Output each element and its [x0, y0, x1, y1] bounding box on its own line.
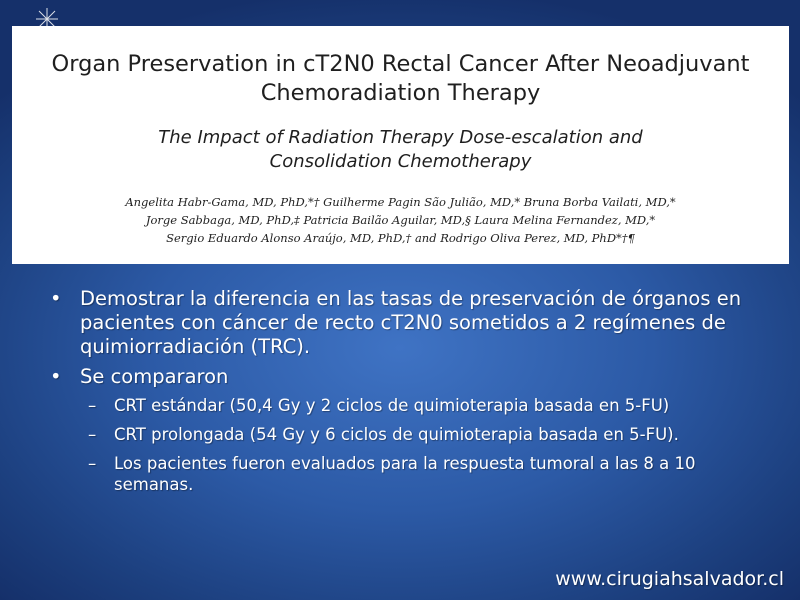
paper-title-line: Organ Preservation in cT2N0 Rectal Cancer After Neoadjuvant: [51, 51, 750, 77]
bullet-list: [48, 287, 758, 503]
bullet-text: Demostrar la diferencia en las tasas de preservación de órganos en pacientes con cáncer de recto cT2N0 sometidos a 2 regímenes de quimiorradiación (TRC).: [80, 287, 742, 358]
paper-subtitle-line: The Impact of Radiation Therapy Dose-escalation and: [158, 127, 643, 148]
sub-bullet-dash: –: [88, 425, 97, 444]
sub-bullet-text: CRT estándar (50,4 Gy y 2 ciclos de quimioterapia basada en 5-FU): [114, 396, 670, 415]
bullet-dot: •: [50, 287, 62, 310]
paper-title: [12, 50, 789, 108]
sub-bullet-item: [48, 424, 758, 445]
sub-bullet-item: [48, 395, 758, 416]
footer-website-url: www.cirugiahsalvador.cl: [555, 568, 784, 590]
paper-subtitle-line: Consolidation Chemotherapy: [269, 151, 532, 172]
paper-header-image: [12, 26, 789, 264]
authors-line: Angelita Habr-Gama, MD, PhD,*† Guilherme Pagin São Julião, MD,* Bruna Borba Vailati, MD,*: [125, 195, 676, 209]
paper-subtitle: [12, 126, 789, 174]
bullet-dot: •: [50, 365, 62, 388]
bullet-item: [48, 287, 758, 359]
sub-bullet-dash: –: [88, 396, 97, 415]
bullet-text: Se compararon: [80, 365, 229, 388]
authors-line: Sergio Eduardo Alonso Araújo, MD, PhD,† and Rodrigo Oliva Perez, MD, PhD*†¶: [166, 231, 635, 245]
bullet-item: [48, 365, 758, 389]
sub-bullet-dash: –: [88, 454, 97, 473]
paper-authors: [12, 193, 789, 247]
sub-bullet-text: Los pacientes fueron evaluados para la respuesta tumoral a las 8 a 10 semanas.: [114, 454, 696, 494]
authors-line: Jorge Sabbaga, MD, PhD,‡ Patricia Bailão Aguilar, MD,§ Laura Melina Fernandez, MD,*: [145, 213, 656, 227]
sub-bullet-item: [48, 453, 758, 495]
sub-bullet-text: CRT prolongada (54 Gy y 6 ciclos de quimioterapia basada en 5-FU).: [114, 425, 679, 444]
paper-title-line: Chemoradiation Therapy: [260, 80, 541, 106]
